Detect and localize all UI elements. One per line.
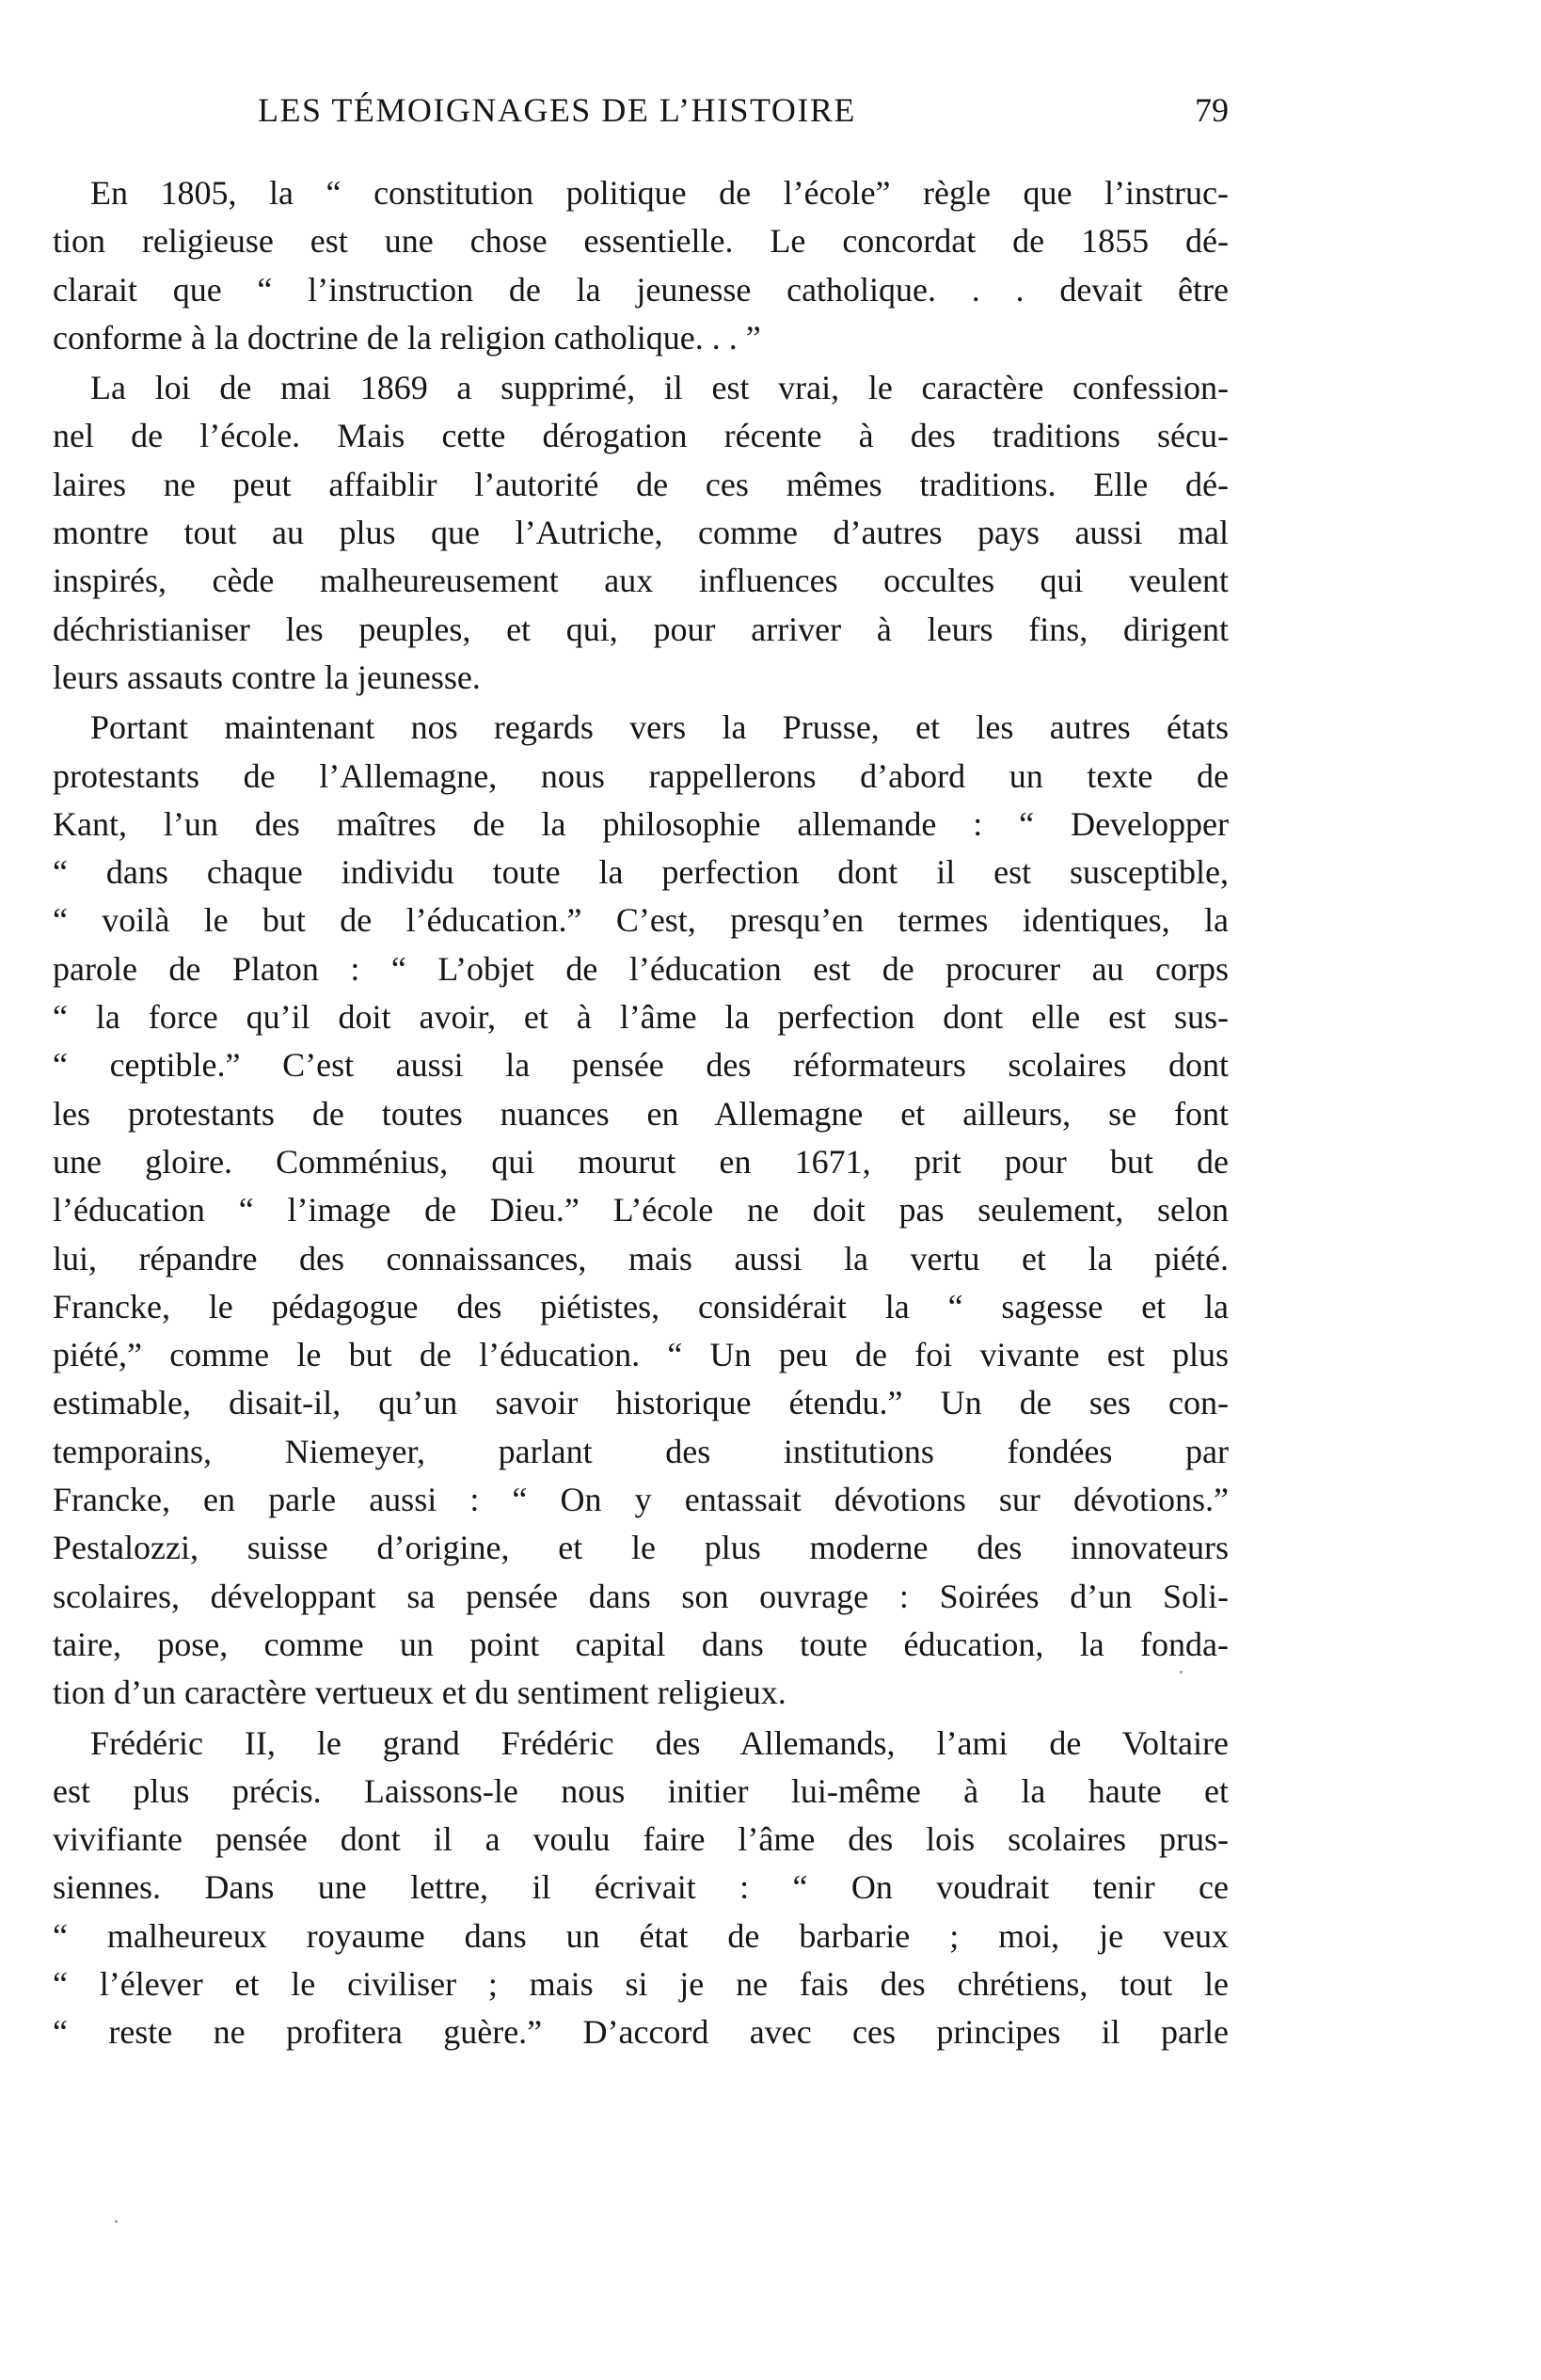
print-speck: [1180, 1671, 1183, 1674]
text-line: “ malheureux royaume dans un état de barbarie ; moi, je veux: [53, 1916, 1229, 1955]
text-line: Portant maintenant nos regards vers la Prusse, et les autres états: [90, 708, 1229, 747]
paragraph: [53, 169, 1229, 362]
text-line: clarait que “ l’instruction de la jeunesse catholique. . . devait être: [53, 270, 1229, 309]
text-line: scolaires, développant sa pensée dans son ouvrage : Soirées d’un Soli-: [53, 1577, 1229, 1615]
page-header: [53, 87, 1229, 134]
text-line: “ dans chaque individu toute la perfection dont il est susceptible,: [53, 853, 1229, 892]
text-line: siennes. Dans une lettre, il écrivait : “ On voudrait tenir ce: [53, 1868, 1229, 1907]
text-line: La loi de mai 1869 a supprimé, il est vrai, le caractère confession-: [90, 369, 1229, 407]
text-line: Francke, en parle aussi : “ On y entassait dévotions sur dévotions.”: [53, 1481, 1229, 1519]
text-line: piété,” comme le but de l’éducation. “ Un peu de foi vivante est plus: [53, 1336, 1229, 1374]
running-title: LES TÉMOIGNAGES DE L’HISTOIRE: [258, 91, 856, 129]
text-line: “ reste ne profitera guère.” D’accord avec ces principes il parle: [53, 2013, 1229, 2052]
text-line: Frédéric II, le grand Frédéric des Allemands, l’ami de Voltaire: [90, 1723, 1229, 1762]
text-line: En 1805, la “ constitution politique de l’école” règle que l’instruc-: [90, 174, 1229, 212]
print-speck: [115, 2220, 118, 2223]
text-line: les protestants de toutes nuances en Allemagne et ailleurs, se font: [53, 1094, 1229, 1133]
text-line: nel de l’école. Mais cette dérogation récente à des traditions sécu-: [53, 417, 1229, 455]
text-line: Kant, l’un des maîtres de la philosophie allemande : “ Developper: [53, 804, 1229, 843]
text-line: “ ceptible.” C’est aussi la pensée des réformateurs scolaires dont: [53, 1046, 1229, 1085]
text-line: laires ne peut affaiblir l’autorité de ces mêmes traditions. Elle dé-: [53, 465, 1229, 503]
text-line: temporains, Niemeyer, parlant des institutions fondées par: [53, 1432, 1229, 1470]
text-line: tion religieuse est une chose essentielle. Le concordat de 1855 dé-: [53, 222, 1229, 261]
text-line: conforme à la doctrine de la religion catholique. . . ”: [53, 318, 761, 357]
text-line: lui, répandre des connaissances, mais aussi la vertu et la piété.: [53, 1239, 1229, 1277]
text-line: leurs assauts contre la jeunesse.: [53, 658, 481, 696]
text-line: est plus précis. Laissons-le nous initier lui-même à la haute et: [53, 1771, 1229, 1810]
text-line: “ voilà le but de l’éducation.” C’est, presqu’en termes identiques, la: [53, 901, 1229, 940]
body-text: [53, 169, 1229, 2057]
paragraph: [53, 364, 1229, 702]
text-line: une gloire. Comménius, qui mourut en 1671, prit pour but de: [53, 1142, 1229, 1181]
text-line: “ l’élever et le civiliser ; mais si je ne fais des chrétiens, tout le: [53, 1964, 1229, 2003]
text-line: inspirés, cède malheureusement aux influences occultes qui veulent: [53, 562, 1229, 600]
text-line: parole de Platon : “ L’objet de l’éducation est de procurer au corps: [53, 949, 1229, 988]
paragraph: [53, 704, 1229, 1717]
text-line: montre tout au plus que l’Autriche, comme d’autres pays aussi mal: [53, 514, 1229, 552]
text-line: l’éducation “ l’image de Dieu.” L’école ne doit pas seulement, selon: [53, 1191, 1229, 1230]
page-number: 79: [1195, 91, 1229, 129]
paragraph: [53, 1720, 1229, 2057]
text-line: protestants de l’Allemagne, nous rappellerons d’abord un texte de: [53, 756, 1229, 795]
text-line: Francke, le pédagogue des piétistes, considérait la “ sagesse et la: [53, 1287, 1229, 1325]
text-line: estimable, disait-il, qu’un savoir historique étendu.” Un de ses con-: [53, 1384, 1229, 1422]
text-line: déchristianiser les peuples, et qui, pour arriver à leurs fins, dirigent: [53, 610, 1229, 648]
text-line: vivifiante pensée dont il a voulu faire l’âme des lois scolaires prus-: [53, 1820, 1229, 1859]
text-line: “ la force qu’il doit avoir, et à l’âme la perfection dont elle est sus-: [53, 998, 1229, 1037]
text-line: tion d’un caractère vertueux et du sentiment religieux.: [53, 1674, 786, 1712]
text-line: Pestalozzi, suisse d’origine, et le plus moderne des innovateurs: [53, 1529, 1229, 1567]
text-line: taire, pose, comme un point capital dans toute éducation, la fonda-: [53, 1625, 1229, 1663]
